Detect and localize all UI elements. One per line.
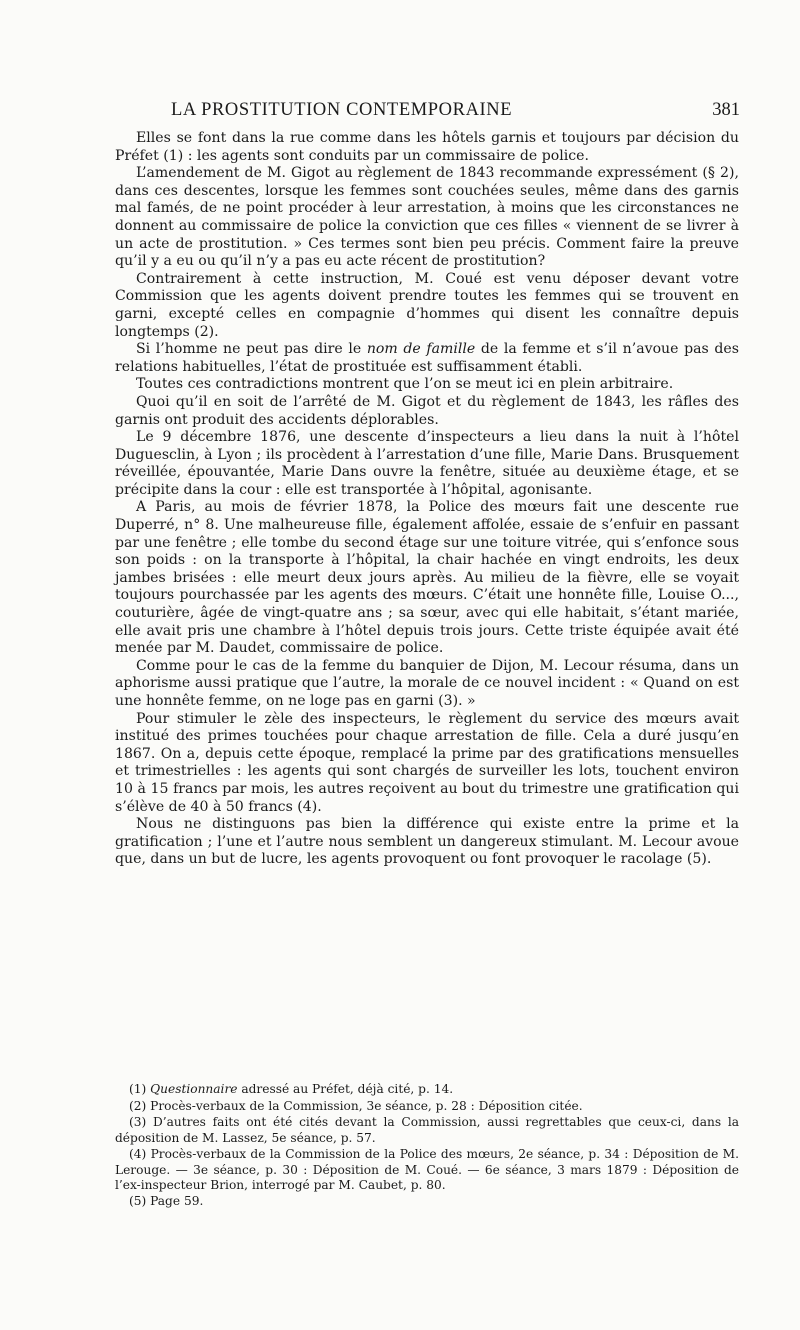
footnote: (1) Questionnaire adressé au Préfet, déjà cité, p. 14. [129,1082,454,1096]
paragraph: Contrairement à cette instruction, M. Coué est venu déposer devant votre Commission que les agents doivent prendre toutes les femmes qui se trouvent en garni, excepté celles en compagnie d’hommes qui disent les connaître depuis longtemps (2). [115,270,739,340]
paragraph: L’amendement de M. Gigot au règlement de 1843 recommande expressément (§ 2), dans ces descentes, lorsque les femmes sont couchées seules, même dans des garnis mal famés, de ne point procéder à leur arrestation, à moins que les circonstances ne donnent au commissaire de police la conviction que ces filles « viennent de se livrer à un acte de prostitution. » Ces termes sont bien peu précis. Comment faire la preuve qu’il y a eu ou qu’il n’y a pas eu acte récent de prostitution? [115,165,739,270]
paragraph: Quoi qu’il en soit de l’arrêté de M. Gigot et du règlement de 1843, les râfles des garnis ont produit des accidents déplorables. [115,393,739,428]
paragraph: Comme pour le cas de la femme du banquier de Dijon, M. Lecour résuma, dans un aphorisme aussi pratique que l’autre, la morale de ce nouvel incident : « Quand on est une honnête femme, on ne loge pas en garni (3). » [115,657,739,709]
paragraph: Elles se font dans la rue comme dans les hôtels garnis et toujours par décision du Préfet (1) : les agents sont conduits par un commissaire de police. [115,130,739,164]
footnote: (4) Procès-verbaux de la Commission de la Police des mœurs, 2e séance, p. 34 : Déposition de M. Lerouge. — 3e séance, p. 30 : Déposition de M. Coué. — 6e séance, 3 mars 1879 : Déposition de l’ex-inspecteur Brion, interrogé par M. Caubet, p. 80. [115,1147,739,1192]
paragraph: A Paris, au mois de février 1878, la Police des mœurs fait une descente rue Duperré, n° 8. Une malheureuse fille, également affolée, essaie de s’enfuir en passant par une fenêtre ; elle tombe du second étage sur une toiture vitrée, qui s’enfonce sous son poids : on la transporte à l’hôpital, la chair hachée en vingt endroits, les deux jambes brisées : elle meurt deux jours après. Au milieu de la fièvre, elle se voyait toujours pourchassée par les agents des mœurs. C’était une honnête fille, Louise O..., couturière, âgée de vingt-quatre ans ; sa sœur, avec qui elle habitait, s’étant mariée, elle avait pris une chambre à l’hôtel depuis trois jours. Cette triste équipée avait été menée par M. Daudet, commissaire de police. [115,499,739,657]
paragraph: Le 9 décembre 1876, une descente d’inspecteurs a lieu dans la nuit à l’hôtel Duguesclin, à Lyon ; ils procèdent à l’arrestation d’une fille, Marie Dans. Brusquement réveillée, épouvantée, Marie Dans ouvre la fenêtre, située au deuxième étage, et se précipite dans la cour : elle est transportée à l’hôpital, agonisante. [115,429,739,498]
footnote: (3) D’autres faits ont été cités devant la Commission, aussi regrettables que ceux-ci, dans la déposition de M. Lassez, 5e séance, p. 57. [115,1115,739,1145]
paragraph: Pour stimuler le zèle des inspecteurs, le règlement du service des mœurs avait institué des primes touchées pour chaque arrestation de fille. Cela a duré jusqu’en 1867. On a, depuis cette époque, remplacé la prime par des gratifications mensuelles et trimestrielles : les agents qui sont chargés de surveiller les lots, touchent environ 10 à 15 francs par mois, les autres reçoivent au bout du trimestre une gratification qui s’élève de 40 à 50 francs (4). [115,710,739,815]
main-text [115,130,739,869]
paragraph: Toutes ces contradictions montrent que l’on se meut ici en plein arbitraire. [136,376,674,393]
footnotes [115,1082,739,1211]
running-title: LA PROSTITUTION CONTEMPORAINE [171,100,513,120]
footnote: (5) Page 59. [129,1194,204,1209]
paragraph: Si l’homme ne peut pas dire le nom de famille de la femme et s’il n’avoue pas des relations habituelles, l’état de prostituée est suffisamment établi. [115,341,739,375]
paragraph: Nous ne distinguons pas bien la différence qui existe entre la prime et la gratification ; l’une et l’autre nous semblent un dangereux stimulant. M. Lecour avoue que, dans un but de lucre, les agents provoquent ou font provoquer le racolage (5). [115,816,739,868]
page-number: 381 [712,100,740,120]
page-header [115,100,740,128]
footnote: (2) Procès-verbaux de la Commission, 3e séance, p. 28 : Déposition citée. [129,1098,583,1113]
